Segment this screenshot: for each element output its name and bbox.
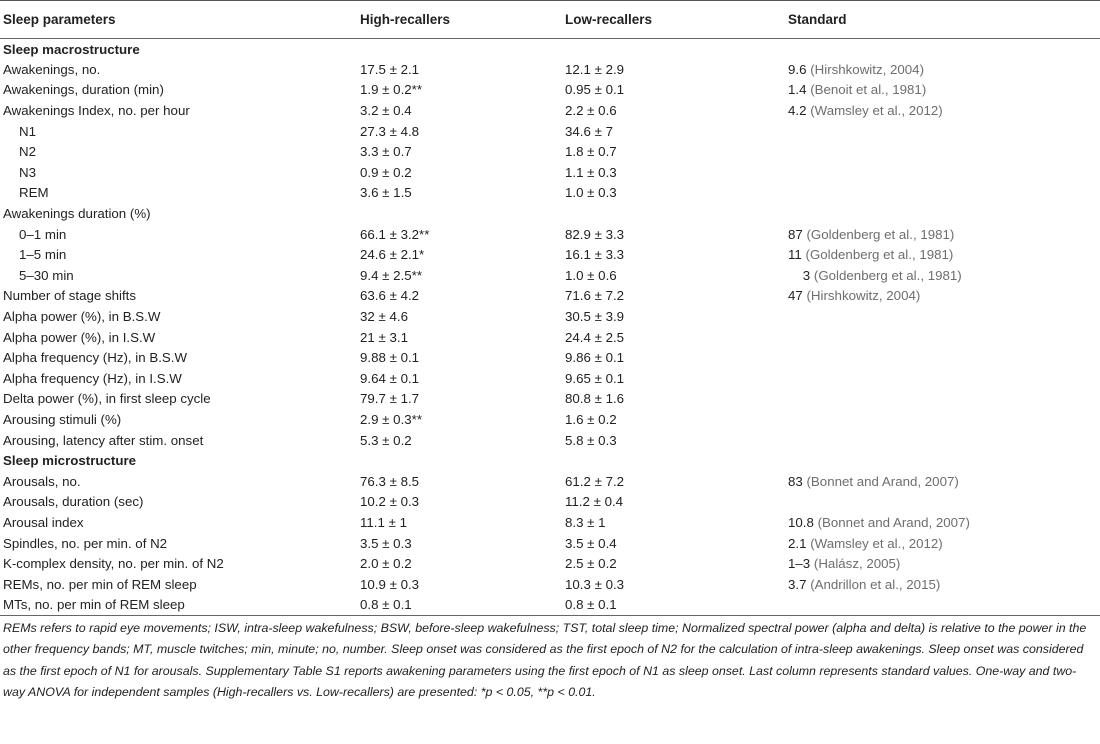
high-recallers-cell: 5.3 ± 0.2 — [360, 432, 412, 448]
standard-cell — [785, 224, 1100, 245]
table-row — [0, 265, 1100, 286]
high-recallers-cell: 0.9 ± 0.2 — [360, 164, 412, 180]
standard-value: 1–3 — [788, 556, 811, 572]
low-recallers-cell: 34.6 ± 7 — [565, 123, 613, 139]
standard-cell — [785, 141, 1100, 162]
high-recallers-cell: 2.0 ± 0.2 — [360, 556, 412, 572]
table-row — [0, 183, 1100, 204]
high-recallers-cell: 3.3 ± 0.7 — [360, 144, 412, 160]
high-recallers-cell: 79.7 ± 1.7 — [360, 391, 420, 407]
reference-citation[interactable]: (Andrillon et al., 2015) — [810, 576, 941, 592]
parameter-cell: Awakenings Index, no. per hour — [3, 103, 190, 119]
low-recallers-cell: 1.1 ± 0.3 — [565, 164, 617, 180]
low-recallers-cell — [562, 203, 785, 224]
standard-value: 10.8 — [788, 514, 814, 530]
standard-cell — [785, 327, 1100, 348]
high-recallers-cell: 0.8 ± 0.1 — [357, 595, 562, 616]
parameter-cell: 1–5 min — [19, 247, 67, 263]
parameter-cell: Spindles, no. per min. of N2 — [3, 535, 168, 551]
section-title: Sleep microstructure — [3, 453, 137, 469]
low-recallers-cell: 3.5 ± 0.4 — [565, 535, 617, 551]
header-row — [0, 1, 1100, 39]
low-recallers-cell: 0.95 ± 0.1 — [565, 82, 625, 98]
parameter-cell: N1 — [19, 123, 36, 139]
low-recallers-cell: 1.8 ± 0.7 — [565, 144, 617, 160]
table-row — [0, 306, 1100, 327]
parameter-cell: MTs, no. per min of REM sleep — [0, 595, 357, 616]
table-row — [0, 471, 1100, 492]
high-recallers-cell: 2.9 ± 0.3** — [360, 411, 423, 427]
low-recallers-cell: 71.6 ± 7.2 — [565, 288, 625, 304]
low-recallers-cell: 2.5 ± 0.2 — [565, 556, 617, 572]
standard-cell — [785, 183, 1100, 204]
high-recallers-cell: 1.9 ± 0.2** — [360, 82, 423, 98]
high-recallers-cell: 3.2 ± 0.4 — [360, 103, 412, 119]
standard-value: 87 — [788, 226, 803, 242]
parameter-cell: REMs, no. per min of REM sleep — [3, 576, 197, 592]
standard-cell — [785, 306, 1100, 327]
table-row — [0, 492, 1100, 513]
reference-citation[interactable]: (Hirshkowitz, 2004) — [810, 61, 924, 77]
table-row — [0, 224, 1100, 245]
section-header-row — [0, 39, 1100, 60]
reference-citation[interactable]: (Goldenberg et al., 1981) — [806, 226, 955, 242]
standard-cell — [785, 286, 1100, 307]
reference-citation[interactable]: (Benoit et al., 1981) — [810, 82, 927, 98]
table-row — [0, 553, 1100, 574]
low-recallers-cell: 1.0 ± 0.6 — [565, 267, 617, 283]
low-recallers-cell: 0.8 ± 0.1 — [562, 595, 785, 616]
standard-cell — [785, 121, 1100, 142]
low-recallers-cell: 8.3 ± 1 — [565, 514, 606, 530]
high-recallers-cell: 3.5 ± 0.3 — [360, 535, 412, 551]
parameter-cell: K-complex density, no. per min. of N2 — [3, 556, 224, 572]
parameter-cell: Alpha frequency (Hz), in I.S.W — [3, 370, 182, 386]
high-recallers-cell: 10.2 ± 0.3 — [360, 494, 420, 510]
high-recallers-cell: 3.6 ± 1.5 — [360, 185, 412, 201]
table-row — [0, 80, 1100, 101]
parameter-cell: N3 — [19, 164, 36, 180]
reference-citation[interactable]: (Bonnet and Arand, 2007) — [806, 473, 959, 489]
table-row — [0, 162, 1100, 183]
reference-citation[interactable]: (Goldenberg et al., 1981) — [805, 247, 954, 263]
table-row — [0, 244, 1100, 265]
high-recallers-cell — [357, 203, 562, 224]
reference-citation[interactable]: (Wamsley et al., 2012) — [810, 535, 943, 551]
table-row — [0, 203, 1100, 224]
header-standard: Standard — [785, 1, 1100, 39]
reference-citation[interactable]: (Halász, 2005) — [813, 556, 901, 572]
header-low-recallers: Low-recallers — [562, 1, 785, 39]
parameter-cell: 5–30 min — [19, 267, 74, 283]
table-row — [0, 121, 1100, 142]
parameter-cell: N2 — [19, 144, 36, 160]
standard-value: 3 — [788, 267, 811, 283]
table-row — [0, 533, 1100, 554]
standard-value: 83 — [788, 473, 803, 489]
low-recallers-cell: 80.8 ± 1.6 — [565, 391, 625, 407]
low-recallers-cell: 12.1 ± 2.9 — [565, 61, 625, 77]
standard-value: 1.4 — [788, 82, 807, 98]
parameter-cell: Awakenings, no. — [3, 61, 101, 77]
high-recallers-cell: 63.6 ± 4.2 — [360, 288, 420, 304]
table-row — [0, 141, 1100, 162]
parameter-cell: Arousing, latency after stim. onset — [3, 432, 204, 448]
standard-cell — [785, 265, 1100, 286]
table-row — [0, 512, 1100, 533]
reference-citation[interactable]: (Goldenberg et al., 1981) — [813, 267, 962, 283]
parameter-cell: Alpha frequency (Hz), in B.S.W — [3, 350, 188, 366]
table-row — [0, 327, 1100, 348]
low-recallers-cell: 9.65 ± 0.1 — [565, 370, 625, 386]
table-row — [0, 409, 1100, 430]
header-sleep-parameters: Sleep parameters — [0, 1, 357, 39]
table-row — [0, 595, 1100, 616]
standard-cell — [785, 595, 1100, 616]
standard-value: 9.6 — [788, 61, 807, 77]
parameter-cell: Alpha power (%), in I.S.W — [3, 329, 156, 345]
section-header-row — [0, 450, 1100, 471]
parameter-cell: 0–1 min — [19, 226, 67, 242]
standard-cell — [785, 100, 1100, 121]
high-recallers-cell: 9.4 ± 2.5** — [360, 267, 423, 283]
table-row — [0, 574, 1100, 595]
table-row — [0, 368, 1100, 389]
standard-cell — [785, 80, 1100, 101]
high-recallers-cell: 27.3 ± 4.8 — [360, 123, 420, 139]
reference-citation[interactable]: (Bonnet and Arand, 2007) — [817, 514, 970, 530]
table-footnote: REMs refers to rapid eye movements; ISW, intra-sleep wakefulness; BSW, before-sleep wakefulness; TST, total sleep time; Normalized spectral power (alpha and delta) is relative to the power in the other frequency bands; MT, muscle twitches; min, minute; no, number. Sleep onset was considered as the first epoch of N2 for the calculation of intra-sleep awakenings. Sleep onset was considered as the first epoch of N1 for arousals. Supplementary Table S1 reports awakening parameters using the first epoch of N1 as sleep onset. Last column represents standard values. One-way and two-way ANOVA for independent samples (High-recallers vs. Low-recallers) are presented: *p < 0.05, **p < 0.01. — [3, 620, 1087, 700]
high-recallers-cell: 76.3 ± 8.5 — [360, 473, 420, 489]
table-row — [0, 347, 1100, 368]
standard-cell — [785, 512, 1100, 533]
reference-citation[interactable]: (Wamsley et al., 2012) — [810, 103, 943, 119]
low-recallers-cell: 24.4 ± 2.5 — [565, 329, 625, 345]
high-recallers-cell: 66.1 ± 3.2** — [360, 226, 430, 242]
low-recallers-cell: 1.6 ± 0.2 — [565, 411, 617, 427]
section-title: Sleep macrostructure — [3, 41, 140, 57]
standard-cell — [785, 203, 1100, 224]
standard-value: 11 — [788, 247, 802, 263]
standard-cell — [785, 471, 1100, 492]
table-row — [0, 100, 1100, 121]
parameter-cell: Alpha power (%), in B.S.W — [3, 309, 161, 325]
table-row — [0, 389, 1100, 410]
low-recallers-cell: 16.1 ± 3.3 — [565, 247, 625, 263]
low-recallers-cell: 9.86 ± 0.1 — [565, 350, 625, 366]
table-row — [0, 59, 1100, 80]
parameter-cell: Arousing stimuli (%) — [3, 411, 122, 427]
low-recallers-cell: 1.0 ± 0.3 — [565, 185, 617, 201]
standard-value: 3.7 — [788, 576, 807, 592]
standard-cell — [785, 492, 1100, 513]
low-recallers-cell: 11.2 ± 0.4 — [565, 494, 624, 510]
high-recallers-cell: 10.9 ± 0.3 — [360, 576, 420, 592]
standard-cell — [785, 59, 1100, 80]
parameter-cell: Arousal index — [3, 514, 84, 530]
standard-value: 2.1 — [788, 535, 807, 551]
low-recallers-cell: 5.8 ± 0.3 — [565, 432, 617, 448]
low-recallers-cell: 82.9 ± 3.3 — [565, 226, 625, 242]
parameter-cell: Number of stage shifts — [3, 288, 137, 304]
high-recallers-cell: 9.64 ± 0.1 — [360, 370, 420, 386]
standard-cell — [785, 162, 1100, 183]
high-recallers-cell: 24.6 ± 2.1* — [360, 247, 425, 263]
parameter-cell: Arousals, no. — [3, 473, 81, 489]
high-recallers-cell: 17.5 ± 2.1 — [360, 61, 420, 77]
parameter-cell: REM — [19, 185, 49, 201]
standard-value: 47 — [788, 288, 803, 304]
standard-cell — [785, 368, 1100, 389]
parameter-cell: Delta power (%), in first sleep cycle — [3, 391, 211, 407]
standard-cell — [785, 389, 1100, 410]
low-recallers-cell: 2.2 ± 0.6 — [565, 103, 617, 119]
table-body — [0, 39, 1100, 616]
high-recallers-cell: 21 ± 3.1 — [360, 329, 408, 345]
high-recallers-cell: 32 ± 4.6 — [360, 309, 408, 325]
header-high-recallers: High-recallers — [357, 1, 562, 39]
standard-cell — [785, 244, 1100, 265]
low-recallers-cell: 61.2 ± 7.2 — [565, 473, 625, 489]
low-recallers-cell: 30.5 ± 3.9 — [565, 309, 625, 325]
reference-citation[interactable]: (Hirshkowitz, 2004) — [806, 288, 921, 304]
standard-cell — [785, 553, 1100, 574]
table-row — [0, 286, 1100, 307]
high-recallers-cell: 11.1 ± 1 — [360, 514, 407, 530]
standard-cell — [785, 430, 1100, 451]
parameter-cell: Arousals, duration (sec) — [3, 494, 144, 510]
parameter-cell: Awakenings, duration (min) — [3, 82, 164, 98]
standard-value: 4.2 — [788, 103, 807, 119]
table-row — [0, 430, 1100, 451]
standard-cell — [785, 409, 1100, 430]
parameter-cell: Awakenings duration (%) — [3, 206, 151, 222]
standard-cell — [785, 347, 1100, 368]
standard-cell — [785, 533, 1100, 554]
standard-cell — [785, 574, 1100, 595]
high-recallers-cell: 9.88 ± 0.1 — [360, 350, 420, 366]
low-recallers-cell: 10.3 ± 0.3 — [565, 576, 625, 592]
